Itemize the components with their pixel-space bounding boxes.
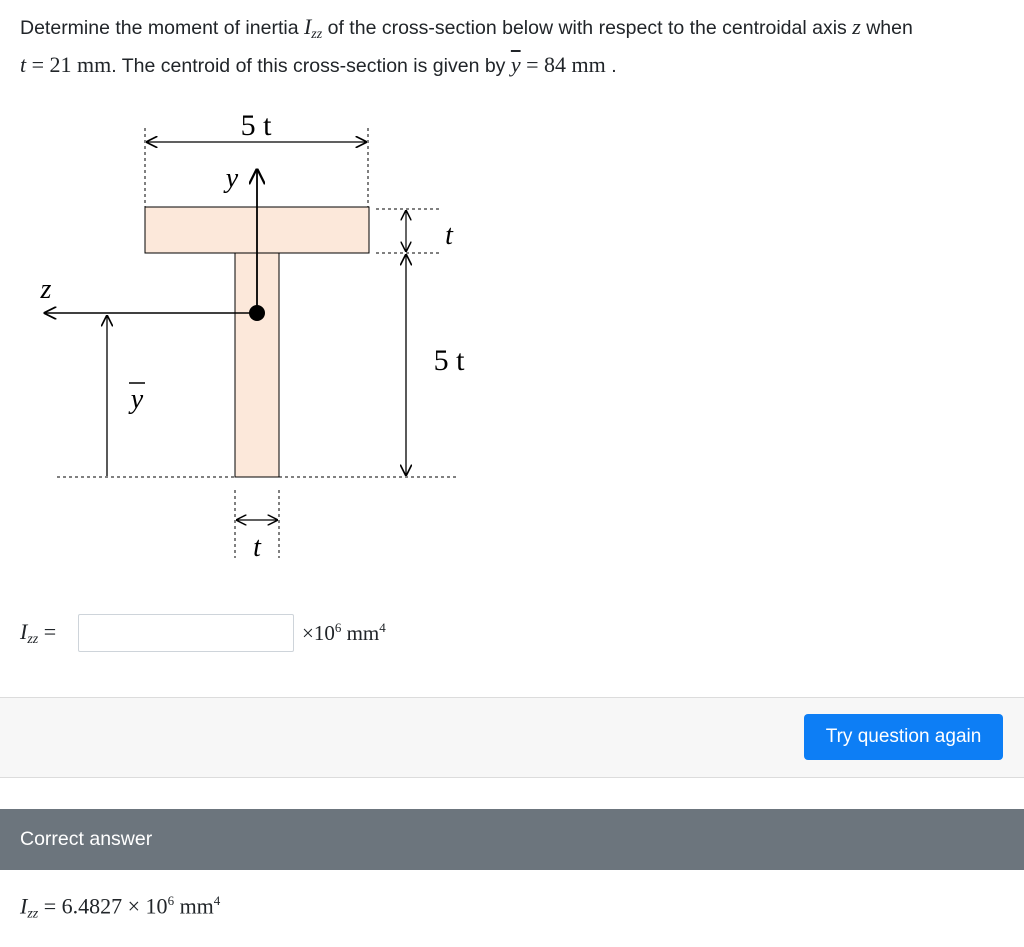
ybar-dimension xyxy=(107,316,145,476)
question-text xyxy=(20,12,1010,81)
answer-lhs: $I_{zz}$ = xyxy=(20,618,57,647)
actions-bar xyxy=(0,697,1024,778)
question-text-part: when xyxy=(860,17,913,39)
web-height-dimension xyxy=(406,255,465,475)
web-height-label: 5 t xyxy=(433,344,465,377)
y-axis-label: y xyxy=(225,163,239,194)
question-text-part: of the cross-section below with respect to the centroidal axis xyxy=(322,17,853,39)
web-width-label: t xyxy=(253,532,261,563)
flange-thickness-dimension xyxy=(376,209,454,253)
flange-thickness-label: t xyxy=(445,220,453,251)
flange-width-label: 5 t xyxy=(240,109,272,142)
question-text-part: Determine the moment of inertia xyxy=(20,17,304,39)
correct-answer-value: $I_{zz} = 6.4827 \times 10^6$ $mm^4$ xyxy=(20,893,221,922)
question-text-part: . xyxy=(605,55,617,77)
web-width-dimension xyxy=(235,490,279,563)
try-question-again-button[interactable]: Try question again xyxy=(804,714,1003,760)
izz-symbol: $I_{zz}$ xyxy=(303,14,323,42)
correct-answer-header xyxy=(0,809,1024,870)
t-equation: t = 21 mm xyxy=(20,52,112,77)
correct-answer-title: Correct answer xyxy=(20,828,153,850)
axis-variable: z xyxy=(852,14,861,39)
cross-section-figure xyxy=(0,95,520,575)
z-axis-label: z xyxy=(40,274,52,305)
ybar-label: y xyxy=(130,384,144,415)
ybar-equation: $\overline{y} = 84$ mm xyxy=(510,52,606,77)
z-axis xyxy=(40,274,257,313)
answer-input[interactable] xyxy=(78,614,294,652)
question-text-part: . The centroid of this cross-section is given by xyxy=(111,55,511,77)
answer-row xyxy=(20,612,386,654)
centroid-dot xyxy=(249,305,265,321)
answer-unit: $\times 10^6$ $mm^4$ xyxy=(302,620,386,645)
